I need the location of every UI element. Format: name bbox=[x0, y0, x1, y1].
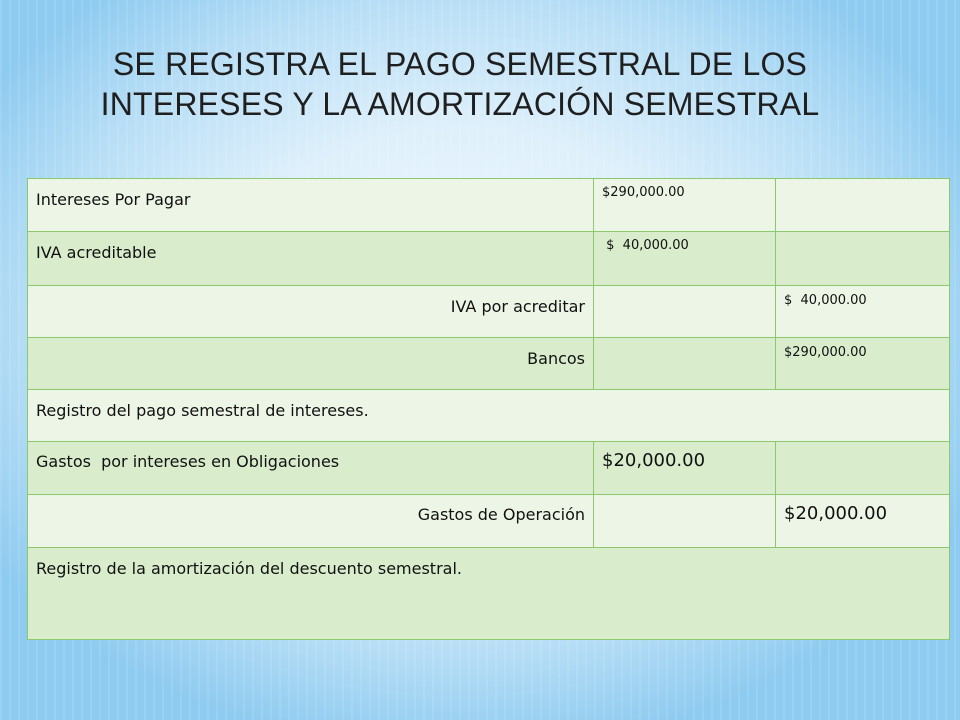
debit-cell bbox=[594, 338, 776, 390]
table-row bbox=[28, 442, 950, 495]
account-cell: Gastos de Operación bbox=[28, 495, 594, 548]
entry-description: Registro de la amortización del descuento semestral. bbox=[28, 548, 950, 640]
account-cell: IVA acreditable bbox=[28, 232, 594, 286]
table-row bbox=[28, 495, 950, 548]
credit-cell: $20,000.00 bbox=[776, 495, 950, 548]
table-row bbox=[28, 179, 950, 232]
account-cell: Intereses Por Pagar bbox=[28, 179, 594, 232]
slide-title-line-2: INTERESES Y LA AMORTIZACIÓN SEMESTRAL bbox=[100, 86, 820, 122]
credit-cell bbox=[776, 442, 950, 495]
table-row bbox=[28, 548, 950, 640]
slide-title-line-1: SE REGISTRA EL PAGO SEMESTRAL DE LOS bbox=[112, 46, 808, 82]
table-row bbox=[28, 232, 950, 286]
credit-cell: $290,000.00 bbox=[776, 338, 950, 390]
account-cell: IVA por acreditar bbox=[28, 286, 594, 338]
credit-cell bbox=[776, 179, 950, 232]
table-row bbox=[28, 390, 950, 442]
table-row bbox=[28, 338, 950, 390]
slide-title bbox=[60, 44, 860, 124]
account-cell: Bancos bbox=[28, 338, 594, 390]
credit-cell bbox=[776, 232, 950, 286]
debit-cell: $20,000.00 bbox=[594, 442, 776, 495]
journal-entry-table bbox=[27, 178, 950, 640]
account-cell: Gastos por intereses en Obligaciones bbox=[28, 442, 594, 495]
credit-cell: $ 40,000.00 bbox=[776, 286, 950, 338]
debit-cell: $ 40,000.00 bbox=[594, 232, 776, 286]
table-row bbox=[28, 286, 950, 338]
debit-cell bbox=[594, 286, 776, 338]
debit-cell bbox=[594, 495, 776, 548]
debit-cell: $290,000.00 bbox=[594, 179, 776, 232]
entry-description: Registro del pago semestral de intereses. bbox=[28, 390, 950, 442]
